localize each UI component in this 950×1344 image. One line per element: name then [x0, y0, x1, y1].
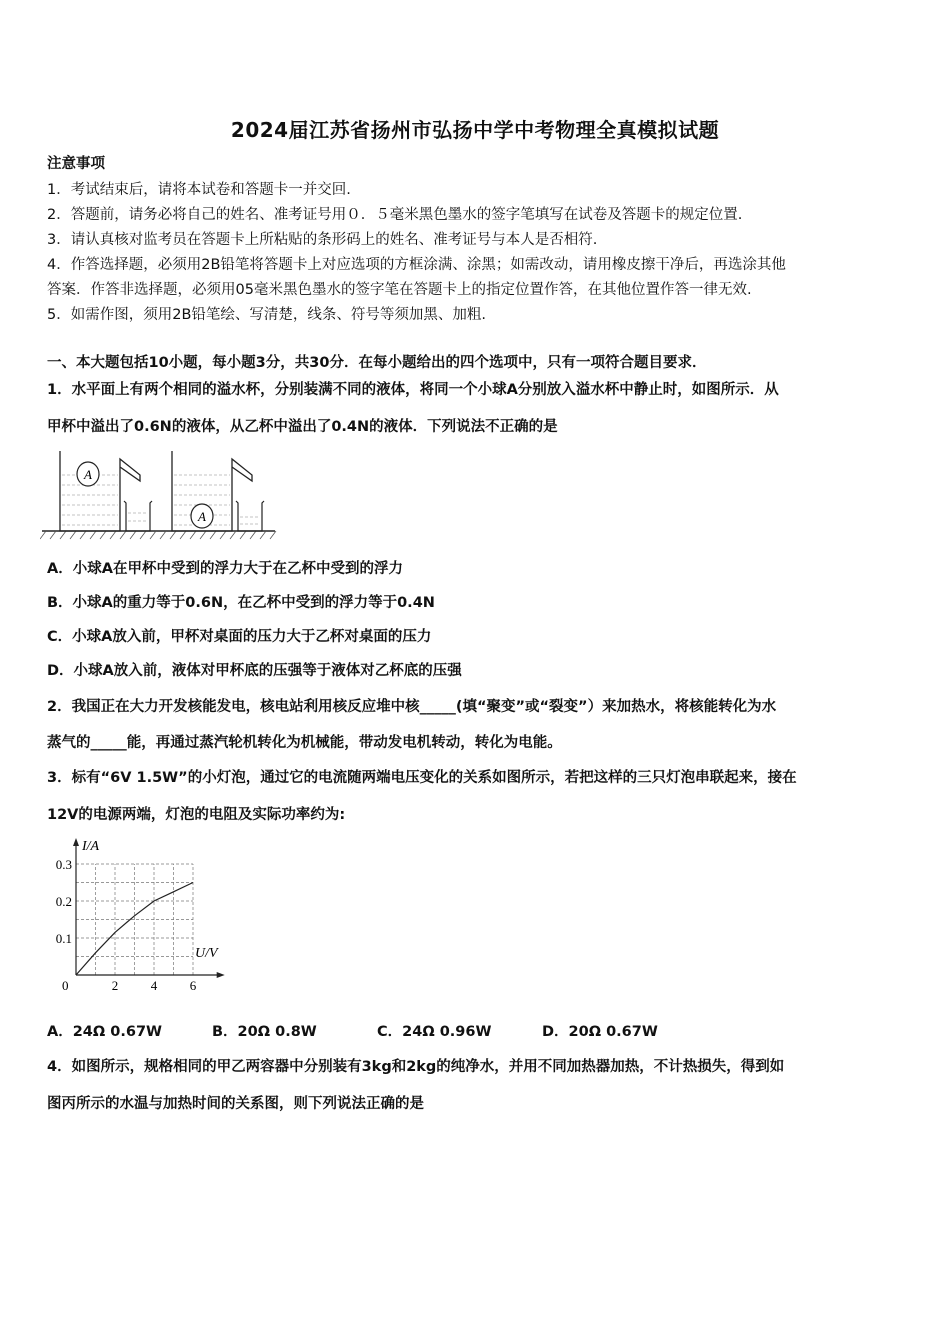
notice-item: 2．答题前，请务必将自己的姓名、准考证号用０．５毫米黑色墨水的签字笔填写在试卷及答题卡的规定位置.: [47, 207, 743, 223]
ball-label: A: [198, 509, 206, 524]
q1-option-b: B．小球A的重力等于0.6N，在乙杯中受到的浮力等于0.4N: [47, 595, 435, 611]
notice-item: 3．请认真核对监考员在答题卡上所粘贴的条形码上的姓名、准考证号与本人是否相符.: [47, 232, 598, 248]
q2-text-line2: 蒸气的_____能，再通过蒸汽轮机转化为机械能，带动发电机转动，转化为电能。: [47, 735, 562, 751]
q3-option-c: C．24Ω 0.96W: [377, 1024, 492, 1040]
y-tick-label: 0.3: [55, 857, 72, 872]
q4-text-line2: 图丙所示的水温与加热时间的关系图，则下列说法正确的是: [47, 1096, 424, 1112]
y-tick-label: 0.2: [55, 894, 72, 909]
x-axis-label: U/V: [195, 946, 218, 961]
origin-label: 0: [62, 978, 69, 993]
q3-option-a: A．24Ω 0.67W: [47, 1024, 163, 1040]
notice-item: 4．作答选择题，必须用2B铅笔将答题卡上对应选项的方框涂满、涂黑；如需改动，请用橡皮擦干净后，再选涂其他: [47, 257, 786, 273]
x-tick-label: 4: [150, 978, 158, 993]
section-heading: 一、本大题包括10小题，每小题3分，共30分．在每小题给出的四个选项中，只有一项符合题目要求．: [47, 355, 707, 371]
beaker-yi: [236, 501, 264, 531]
notice-item: 1．考试结束后，请将本试卷和答题卡一并交回.: [47, 182, 351, 198]
q1-option-d: D．小球A放入前，液体对甲杯底的压强等于液体对乙杯底的压强: [47, 663, 462, 679]
q1-text-line2: 甲杯中溢出了0.6N的液体，从乙杯中溢出了0.4N的液体．下列说法不正确的是: [47, 419, 558, 435]
q1-option-c: C．小球A放入前，甲杯对桌面的压力大于乙杯对桌面的压力: [47, 629, 432, 645]
q3-text-line1: 3．标有“6V 1.5W”的小灯泡，通过它的电流随两端电压变化的关系如图所示，若把这样的三只灯泡串联起来，接在: [47, 770, 797, 786]
y-axis-label: I/A: [82, 839, 100, 854]
notice-heading: 注意事项: [47, 156, 105, 172]
x-axis-arrow: [217, 972, 225, 978]
notice-item: 5．如需作图，须用2B铅笔绘、写清楚，线条、符号等须加黑、加粗.: [47, 307, 487, 323]
cup-jia: [60, 451, 140, 531]
x-tick-label: 2: [111, 978, 119, 993]
q2-text-line1: 2．我国正在大力开发核能发电，核电站利用核反应堆中核_____(填“聚变”或“裂变”）来加热水，将核能转化为水: [47, 699, 777, 715]
table-hatch: [40, 531, 276, 539]
y-tick-label: 0.1: [55, 931, 72, 946]
notice-item: 答案．作答非选择题，必须用05毫米黑色墨水的签字笔在答题卡上的指定位置作答，在其他位置作答一律无效.: [47, 282, 752, 298]
y-axis-arrow: [73, 838, 79, 846]
beaker-jia: [124, 501, 152, 531]
q3-option-b: B．20Ω 0.8W: [212, 1024, 317, 1040]
iu-chart: [40, 830, 250, 995]
q1-text-line1: 1．水平面上有两个相同的溢水杯，分别装满不同的液体，将同一个小球A分别放入溢水杯中静止时，如图所示．从: [47, 382, 779, 398]
q3-text-line2: 12V的电源两端，灯泡的电阻及实际功率约为:: [47, 807, 346, 823]
x-tick-label: 6: [189, 978, 197, 993]
ball-label: A: [84, 467, 92, 482]
overflow-cups-figure: [40, 445, 280, 541]
q3-option-d: D．20Ω 0.67W: [542, 1024, 658, 1040]
q4-text-line1: 4．如图所示，规格相同的甲乙两容器中分别装有3kg和2kg的纯净水，并用不同加热器加热，不计热损失，得到如: [47, 1059, 785, 1075]
chart-grid: [76, 864, 193, 975]
q1-option-a: A．小球A在甲杯中受到的浮力大于在乙杯中受到的浮力: [47, 561, 403, 577]
page-title: 2024届江苏省扬州市弘扬中学中考物理全真模拟试题: [230, 118, 720, 142]
